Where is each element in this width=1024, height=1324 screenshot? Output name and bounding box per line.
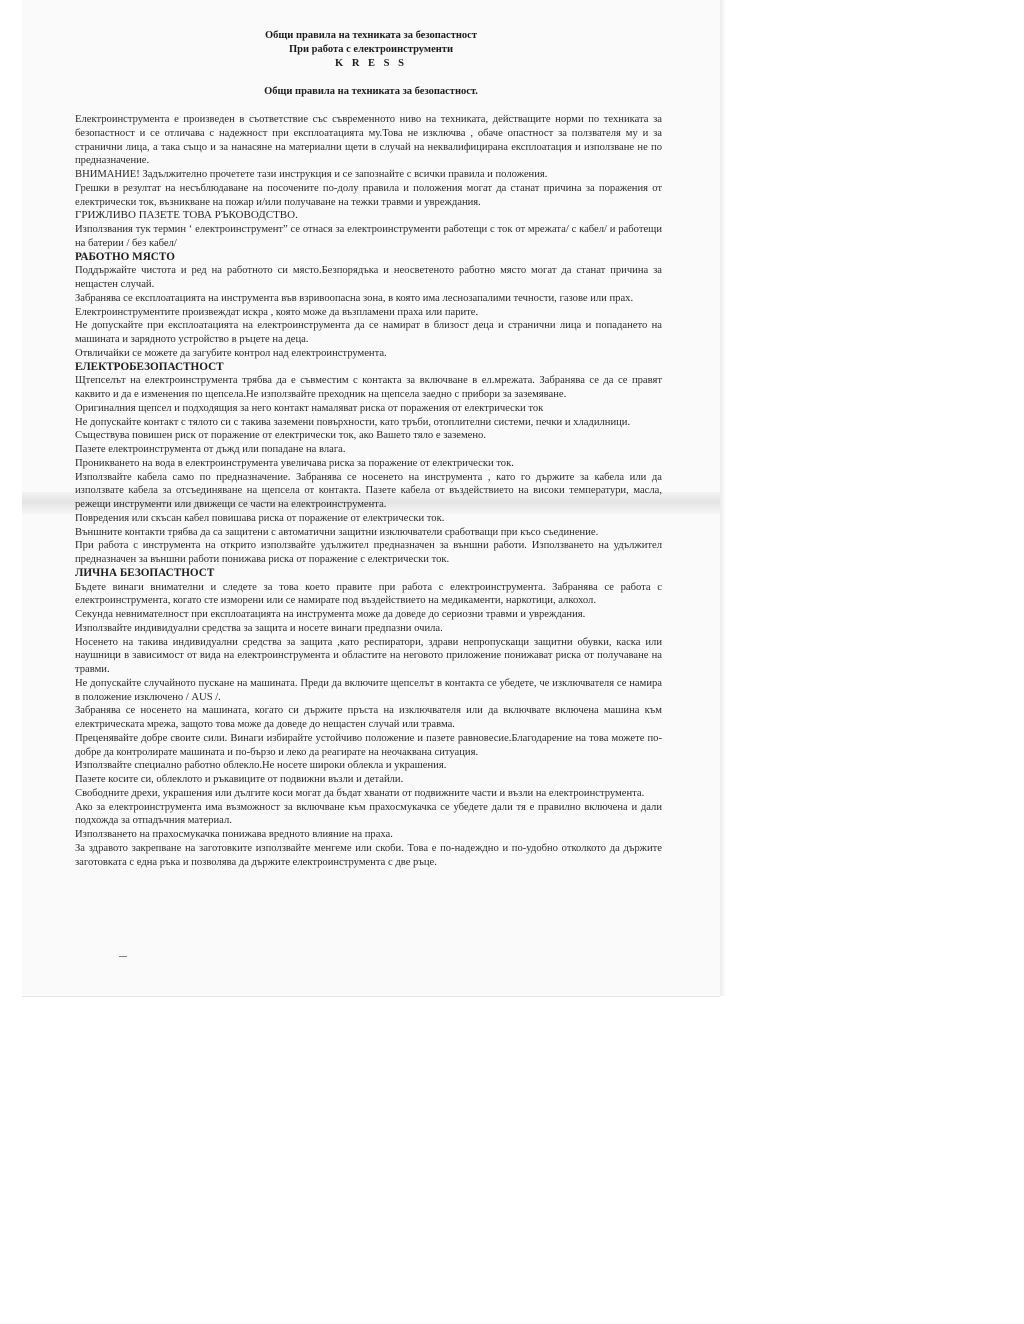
body-paragraph: ВНИМАНИЕ! Задължително прочетете тази инструкция и се запознайте с всички правила и положения. [75,169,548,180]
header-subtitle: При работа с електроинструменти [288,44,453,55]
body-paragraph: Поддържайте чистота и ред на работното си място.Безпорядъка и неосветеното работно място могат да станат причина за нещастен случай. [75,265,662,290]
body-paragraph: Носенето на такива индивидуални средства за защита ,като респиратори, здрави непропускащи защитни обувки, каска или наушници в зависимост от вида на електроинструмента и областите на неговото приложение понижават риска от получаване на травми. [75,636,662,675]
body-paragraph: Външните контакти трябва да са защитени с автоматични защитни изключватели сработващи при късо съединение. [75,526,599,538]
section-heading: РАБОТНО МЯСТО [75,250,175,263]
body-paragraph: Свободните дрехи, украшения или дългите коси могат да бъдат хванати от подвижните части и възли на електроинструмента. [75,787,645,799]
document-body [75,113,662,869]
notice-paragraph: ГРИЖЛИВО ПАЗЕТЕ ТОВА РЪКОВОДСТВО. [75,209,298,222]
body-paragraph: Използването на прахосмукачка понижава вредното влияние на праха. [75,829,393,840]
body-paragraph: Бъдете винаги внимателни и следете за това което правите при работа с електроинструмента. Забранява се работа с електроинструмента, когато сте изморени или се намирате под въздействието на медикаменти, наркотици, алкохол. [75,581,662,607]
body-paragraph: Електроинструментите произвеждат искра , която може да възпламени праха или парите. [75,306,479,318]
scanned-page [22,0,720,996]
section-heading: ЕЛЕКТРОБЕЗОПАСТНОСТ [75,360,224,373]
page-edge [720,0,726,996]
body-paragraph: Използвайте индивидуални средства за защита и носете винаги предпазни очила. [75,622,443,634]
body-paragraph: Пазете косите си, облеклото и ръкавиците от подвижни възли и детайли. [75,774,404,785]
body-paragraph: Отвличайки се можете да загубите контрол над електроинструмента. [75,347,387,359]
section-heading: ЛИЧНА БЕЗОПАСТНОСТ [75,566,215,579]
body-paragraph: Пазете електроинструмента от дъжд или попадане на влага. [75,444,346,455]
header-brand: K R E S S [335,58,407,69]
header-title: Общи правила на техниката за безопастност [264,30,477,41]
body-paragraph: Използвайте специално работно облекло.Не носете широки облекла и украшения. [75,760,447,772]
body-paragraph: Преценявайте добре своите сили. Винаги избирайте устойчиво положение и пазете равновесие.Благодарение на това можете по-добре да контролирате машината и по-бързо и леко да реагирате на неочаквана ситуация. [75,732,662,758]
body-paragraph: Не допускайте при експлоатацията на електроинструмента да се намират в близост деца и странични лица и попадането на машината и зарядното устройство в ръцете на деца. [75,320,662,345]
body-paragraph: При работа с инструмента на открито използвайте удължител предназначен за външни работи. Използването на удължител предназначен за външни работи понижава риска от поражение с електрически ток. [75,540,662,565]
body-paragraph: Проникването на вода в електроинструмента увеличава риска за поражение от електрически ток. [75,457,514,469]
section-title: Общи правила на техниката за безопастност. [264,86,478,97]
body-paragraph: Грешки в резултат на несъблюдаване на посочените по-долу правила и положения могат да станат причина за поражения от електрически ток, възникване на пожар и/или получаване на тежки травми и увреждания. [75,182,662,208]
body-paragraph: Не допускайте контакт с тялото си с такива заземени повърхности, като тръби, отоплителни системи, печки и хладилници. [75,416,631,428]
document-header [22,29,720,71]
body-paragraph: Оригиналния щепсел и подходящия за него контакт намаляват риска от поражения от електрически ток [75,402,544,414]
body-paragraph: Повредения или скъсан кабел повишава риска от поражение от електрически ток. [75,512,445,524]
body-paragraph: Ако за електроинструмента има възможност за включване към прахосмукачка се убедете дали тя е правилно включена и дали подхожда за отпадъчния материал. [75,801,662,827]
scan-speck [119,956,127,957]
body-paragraph: Забранява се носенето на машината, когато си държите пръста на изключвателя или да включвате включена машина към електрическата мрежа, защото това може да доведе до нещастен случай или травма. [75,705,662,730]
body-paragraph: Електроинструмента е произведен в съответствие със съвременното ниво на техниката, действащите норми по техниката за безопастност и се отличава с надежност при експлоатацията му.Това не изключва , обаче опастност за ползвателя му и за странични лица, а така също и за нанасяне на материални щети в случай на неквалифицирана експлоатация и използване не по предназначение. [75,114,662,167]
body-paragraph: Щтепселът на електроинструмента трябва да е съвместим с контакта за включване в ел.мрежата. Забранява се да се правят каквито и да е изменения по щепсела.Не използвайте преходник на щепсела заедно с прибори за заземяване. [75,375,662,400]
body-paragraph: Използвания тук термин ‘ електроинструмент” се отнася за електроинструменти работещи с ток от мрежата/ с кабел/ и работещи на батерии / без кабел/ [75,224,662,249]
body-paragraph: За здравото закрепване на заготовките използвайте менгеме или скоби. Това е по-надеждно и по-удобно отколкото да държите заготовката с една ръка и позволява да държите електроинструмента с две ръце. [75,842,662,868]
body-paragraph: Не допускайте случайното пускане на машината. Преди да включите щепселът в контакта се убедете, че изключвателя се намира в положение изключено / AUS /. [75,677,662,703]
body-paragraph: Използвайте кабела само по предназначение. Забранява се носенето на инструмента , като го държите за кабела или да използвате кабела за отсъединяване на щепсела от контакта. Пазете кабела от въздействието на високи температури, масла, режещи инструменти или движещи се части на електроинструмента. [75,471,662,510]
body-paragraph: Съществува повишен риск от поражение от електрически ток, ако Вашето тяло е заземено. [75,430,487,442]
body-paragraph: Секунда невнимателност при експлоатацията на инструмента може да доведе до сериозни травми и увреждания. [75,609,586,620]
body-paragraph: Забранява се експлоатацията на инструмента във взривоопасна зона, в която има леснозапалими течности, газове или прах. [75,292,634,304]
